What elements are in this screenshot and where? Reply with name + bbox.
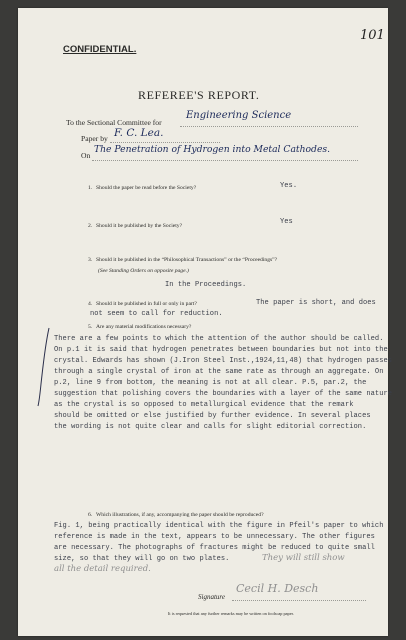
paper-on-value: The Penetration of Hydrogen into Metal Cathodes. (94, 144, 331, 155)
question-4-text: Should it be published in full or only in part? (96, 301, 197, 307)
modifications-line-6: suggestion that polishing covers the boundaries with a layer of the same nature (54, 390, 393, 398)
question-4-answer-line-1: The paper is short, and does (256, 299, 376, 307)
q6-answer-line-3: are necessary. The photographs of fractures might be reduced to quite small (54, 544, 375, 552)
question-3-number: 3. (88, 257, 93, 263)
question-4-answer-line-2: not seem to call for reduction. (90, 310, 223, 318)
modifications-line-4: through a single crystal of iron at the same rate as through an aggregate. On (54, 368, 384, 376)
question-6-text: Which illustrations, if any, accompanying the paper should be reproduced? (96, 512, 264, 518)
question-2-answer: Yes (280, 218, 293, 226)
signature-value: Cecil H. Desch (236, 582, 319, 595)
question-4-number: 4. (88, 301, 93, 307)
question-3-note: (See Standing Orders on opposite page.) (98, 268, 189, 274)
report-form (18, 8, 393, 636)
question-2-text: Should it be published by the Society? (96, 223, 183, 229)
confidential-label: CONFIDENTIAL. (63, 44, 137, 55)
q6-pencil-note-a: They will still show (262, 553, 345, 563)
question-1-answer: Yes. (280, 182, 298, 190)
paper-by-label: Paper by (81, 134, 108, 143)
signature-label: Signature (198, 593, 225, 601)
modifications-line-2: On p.1 it is said that hydrogen penetrates between boundaries but not into the (54, 346, 388, 354)
modifications-line-7: as the crystal is so opposed to metallurgical evidence that the remark (54, 401, 354, 409)
question-2-number: 2. (88, 223, 93, 229)
modifications-line-3: crystal. Edwards has shown (J.Iron Steel Inst.,1924,11,48) that hydrogen passes (54, 357, 393, 365)
q6-answer-line-2: reference is made in the text, appears to be unnecessary. The other figures (54, 533, 375, 541)
committee-label: To the Sectional Committee for (66, 118, 162, 127)
question-3-answer: In the Proceedings. (165, 281, 247, 289)
modifications-line-8: should be omitted or else justified by further evidence. In several places (54, 412, 371, 420)
paper-by-rule (110, 142, 220, 143)
form-title: REFEREE'S REPORT. (138, 88, 260, 102)
question-5-number: 5. (88, 324, 93, 330)
paper-by-value: F. C. Lea. (114, 127, 164, 139)
q6-answer-line-4: size, so that they will go on two plates. (54, 555, 230, 563)
committee-value: Engineering Science (186, 110, 292, 121)
question-5-text: Are any material modifications necessary? (96, 324, 192, 330)
modifications-line-1: There are a few points to which the attention of the author should be called. (54, 335, 384, 343)
margin-mark-icon (36, 326, 54, 408)
question-1-text: Should the paper be read before the Society? (96, 185, 197, 191)
page-number: 101 (360, 28, 385, 43)
committee-rule (180, 126, 358, 127)
question-3-text: Should it be published in the “Philosophical Transactions” or the “Proceedings”? (96, 257, 278, 263)
modifications-line-9: the wording is not quite clear and calls for slight editorial correction. (54, 423, 367, 431)
q6-answer-line-1: Fig. 1, being practically identical with the figure in Pfeil's paper to which (54, 522, 384, 530)
question-1-number: 1. (88, 185, 93, 191)
paper-on-label: On (81, 151, 91, 160)
q6-pencil-note-b: all the detail required. (54, 564, 151, 574)
modifications-line-5: p.2, line 9 from bottom, the meaning is not at all clear. P.5, par.2, the (54, 379, 367, 387)
footer-note: It is requested that any further remarks may be written on foolscap paper. (168, 611, 294, 616)
question-6-number: 6. (88, 512, 93, 518)
signature-rule (232, 600, 366, 601)
paper-on-rule (92, 160, 358, 161)
